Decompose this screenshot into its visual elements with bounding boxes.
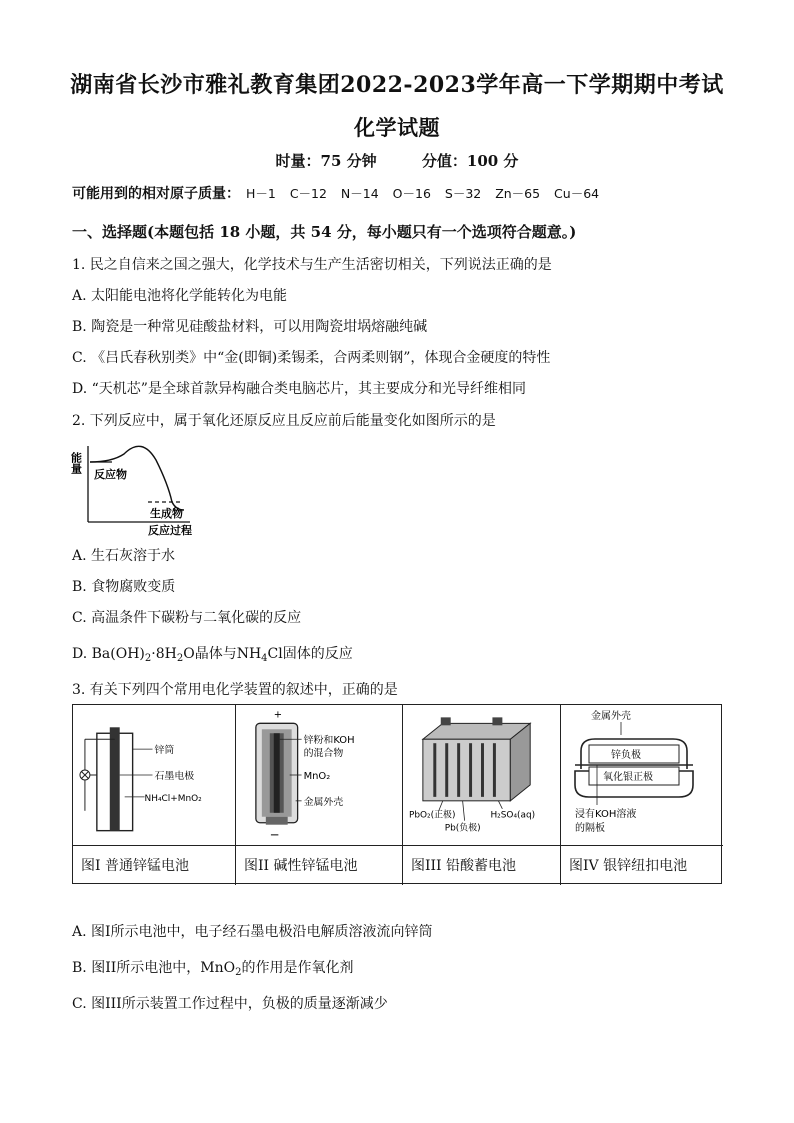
fig3-label-pb: Pb(负极) xyxy=(444,823,481,834)
fig1-label-graphite: 石墨电极 xyxy=(154,770,195,782)
figure-1-cell xyxy=(73,705,236,885)
fig4-label-separator-1: 浸有KOH溶液 xyxy=(575,809,637,820)
fig4-label-zinc-negative: 锌负极 xyxy=(611,750,641,761)
apparatus-table xyxy=(72,704,722,884)
fig1-label-electrolyte: NH₄Cl+MnO₂ xyxy=(144,793,202,804)
energy-reactant-label: 反应物 xyxy=(94,468,127,481)
fig2-label-mixture: 的混合物 xyxy=(303,748,344,760)
question-3-stem: 3. 有关下列四个常用电化学装置的叙述中，正确的是 xyxy=(72,682,398,698)
figure-4-silver-zinc-button-cell xyxy=(561,705,723,845)
question-3-option-c: C. 图III所示装置工作过程中，负极的质量逐渐减少 xyxy=(72,996,388,1012)
question-2-option-b: B. 食物腐败变质 xyxy=(72,579,176,595)
fig4-label-shell: 金属外壳 xyxy=(591,711,631,722)
atomic-masses-values: H－1 C－12 N－14 O－16 S－32 Zn－65 Cu－64 xyxy=(246,186,600,201)
question-1-stem: 1. 民之自信来之国之强大，化学技术与生产生活密切相关，下列说法正确的是 xyxy=(72,257,552,273)
figure-3-lead-acid-battery xyxy=(403,705,560,845)
atomic-masses xyxy=(72,184,599,204)
question-1-option-d: D. “天机芯”是全球首款异构融合类电脑芯片，其主要成分和光导纤维相同 xyxy=(72,381,526,397)
fig3-label-h2so4: H₂SO₄(aq) xyxy=(490,810,536,821)
figure-2-cell xyxy=(236,705,403,885)
energy-diagram xyxy=(69,440,212,537)
figure-4-cell xyxy=(561,705,723,885)
fig4-label-separator-2: 的隔板 xyxy=(575,823,605,834)
svg-text:−: − xyxy=(269,827,280,842)
question-3-option-a: A. 图I所示电池中，电子经石墨电极沿电解质溶液流向锌筒 xyxy=(72,924,433,940)
figure-2-alkaline-battery xyxy=(236,705,402,845)
question-2-option-c: C. 高温条件下碳粉与二氧化碳的反应 xyxy=(72,610,302,626)
figure-1-zinc-manganese-battery xyxy=(73,705,235,845)
fig1-label-zinc: 锌筒 xyxy=(154,745,175,757)
section-heading: 一、选择题(本题包括 18 小题，共 54 分，每小题只有一个选项符合题意。) xyxy=(72,223,577,241)
exam-meta xyxy=(0,150,794,171)
question-2-option-d: D. $Ba(OH)_2\cdot 8H_2O$晶体与$NH_4Cl$固体的反应 xyxy=(72,646,353,664)
question-2-stem: 2. 下列反应中，属于氧化还原反应且反应前后能量变化如图所示的是 xyxy=(72,413,496,429)
figure-4-caption: 图IV 银锌纽扣电池 xyxy=(561,845,723,885)
exam-score: 分值：100 分 xyxy=(421,152,519,170)
figure-3-cell xyxy=(403,705,561,885)
energy-product-label: 生成物 xyxy=(150,507,183,520)
question-1-option-c: C. 《吕氏春秋别类》中“金(即铜)柔锡柔，合两柔则钢”，体现合金硬度的特性 xyxy=(72,350,551,366)
figure-3-caption: 图III 铅酸蓄电池 xyxy=(403,845,560,885)
question-2-option-a: A. 生石灰溶于水 xyxy=(72,548,176,564)
energy-x-label: 反应过程 xyxy=(148,524,192,537)
svg-text:+: + xyxy=(273,709,283,721)
exam-time: 时量：75 分钟 xyxy=(275,152,377,170)
page-subtitle: 化学试题 xyxy=(354,115,440,140)
atomic-masses-label: 可能用到的相对原子质量： xyxy=(72,186,240,202)
fig4-label-silver-oxide: 氧化银正极 xyxy=(603,772,653,783)
page-title: 湖南省长沙市雅礼教育集团2022-2023学年高一下学期期中考试 xyxy=(70,72,724,98)
energy-y-label: 能量 xyxy=(69,452,83,474)
fig2-label-mno2: MnO₂ xyxy=(303,770,331,782)
question-1-option-b: B. 陶瓷是一种常见硅酸盐材料，可以用陶瓷坩埚熔融纯碱 xyxy=(72,319,428,335)
question-1-option-a: A. 太阳能电池将化学能转化为电能 xyxy=(72,288,288,304)
fig3-label-pbo2: PbO₂(正极) xyxy=(408,810,456,821)
question-3-option-b: B. 图II所示电池中，MnO$_2$的作用是作氧化剂 xyxy=(72,960,354,978)
fig2-label-shell: 金属外壳 xyxy=(303,796,344,808)
figure-1-caption: 图I 普通锌锰电池 xyxy=(73,845,235,885)
figure-2-caption: 图II 碱性锌锰电池 xyxy=(236,845,402,885)
fig2-label-zinc-koh: 锌粉和KOH xyxy=(303,735,355,747)
